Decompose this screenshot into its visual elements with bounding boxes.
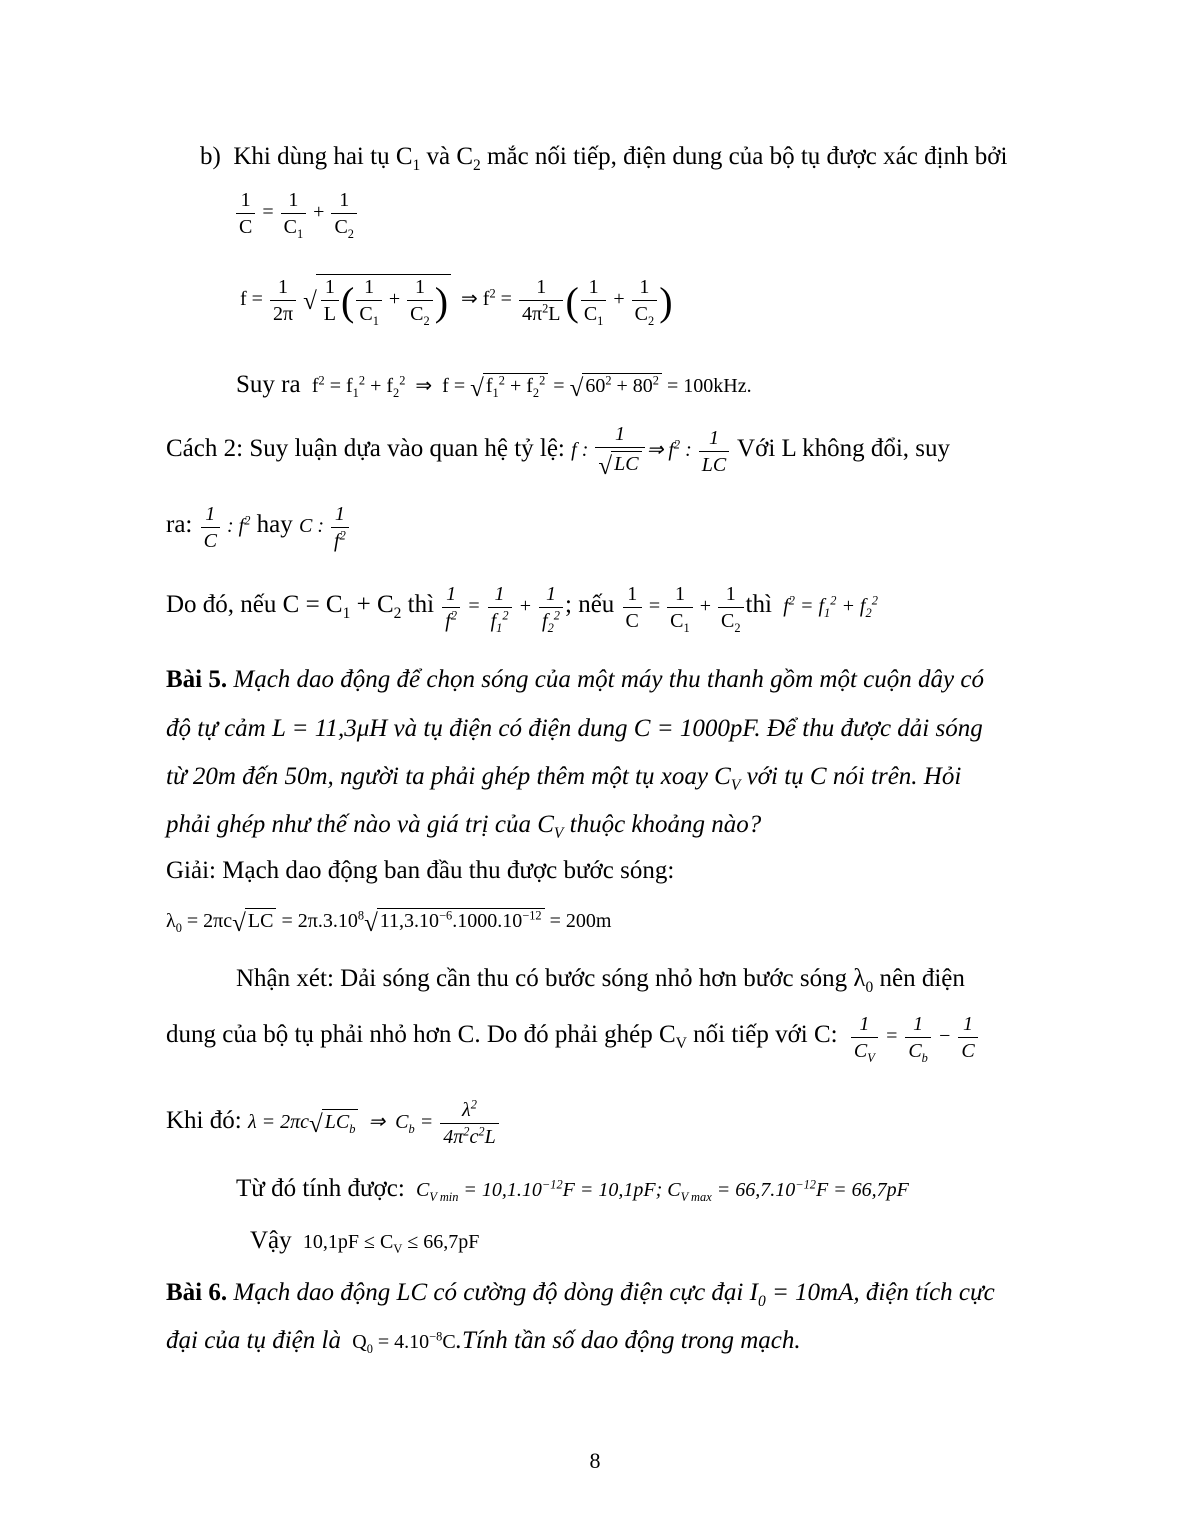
nhan-xet-line: Nhận xét: Dải sóng cần thu có bước sóng nhỏ hơn bước sóng $\lambda_0$ nên điện — [236, 965, 965, 996]
formula-frequency-series: f = $\frac{1}{2\pi}$ √ $\frac{1}{L}$ ( $\frac{1}{C_1}$ + $\frac{1}{C_2}$ ) ⇒ $f^2$ = $\frac{1}{4\pi^2L}$ ( $\frac{1}{C_1}$ + $\frac{1}{C_2}$ ) — [240, 276, 673, 328]
tu-do-line: Từ đó tính được: $C_{V min} = 10,1.10^{-12}F = 10,1pF$; $C_{V max} = 66,7.10^{-12}F = 66,7pF$ — [236, 1175, 909, 1204]
bai5-line2: độ tự cảm L = 11,3μH và tụ điện có điện dung C = 1000pF. Để thu được dải sóng — [166, 715, 983, 742]
bai5-label: Bài 5. — [166, 666, 228, 693]
suy-ra-label: Suy ra — [236, 371, 301, 398]
khi-do-line: Khi đó: λ = 2πc√ $LC_b$ ⇒ $C_b$ = $\frac{\lambda^2}{4\pi^2c^2L}$ — [166, 1100, 501, 1147]
suy-ra-line: Suy ra $f^2 = f_1^2 + f_2^2$ ⇒ f = √ $f_1^2 + f_2^2$ = √ $60^2 + 80^2 = 100kHz$. — [236, 371, 752, 402]
ra-line: ra: $\frac{1}{C}$ : $f^2$ hay C : $\frac{1}{f^2}$ — [166, 504, 351, 551]
cach2-line: Cách 2: Suy luận dựa vào quan hệ tỷ lệ: f : $\frac{1}{√ LC}$ ⇒ $f^2$ : $\frac{1}{LC}$ Với L không đổi, suy — [166, 423, 951, 480]
page-number: 8 — [589, 1448, 601, 1473]
ra-label: ra: — [166, 511, 193, 539]
part-b-label: b) — [200, 143, 221, 170]
bai6-label: Bài 6. — [166, 1279, 228, 1306]
vay-line: Vậy $10,1pF \le C_V \le 66,7pF$ — [250, 1227, 480, 1256]
bai5-line3: từ 20m đến 50m, người ta phải ghép thêm một tụ xoay $C_V$ với tụ C nói trên. Hỏi — [166, 763, 962, 794]
cach2-tail: Với L không đổi, suy — [737, 435, 951, 463]
bai5-line4: phải ghép như thế nào và giá trị của $C_V$ thuộc khoảng nào? — [166, 811, 762, 842]
dung-line: dung của bộ tụ phải nhỏ hơn C. Do đó phải ghép $C_V$ nối tiếp với C: $\frac{1}{C_V}$ = $\frac{1}{C_b}$ − $\frac{1}{C}$ — [166, 1014, 980, 1061]
suy-ra-result: = 100kHz. — [667, 375, 752, 397]
giai-line: Giải: Mạch dao động ban đầu thu được bước sóng: — [166, 857, 675, 884]
hay-label: hay — [256, 511, 293, 539]
bai6-line1: Bài 6. Mạch dao động LC có cường độ dòng điện cực đại $I_0 = 10mA$, điện tích cực — [166, 1279, 995, 1310]
bai6-line2: đại của tụ điện là $Q_0$ = $4.10^{-8}C.Tính$ tần số dao động trong mạch. — [166, 1327, 801, 1356]
part-b-text: Khi dùng hai tụ $C_1$ và $C_2$ mắc nối tiếp, điện dung của bộ tụ được xác định bởi — [233, 143, 1008, 174]
bai5-line1: Bài 5. Mạch dao động để chọn sóng của một máy thu thanh gồm một cuộn dây có — [166, 666, 984, 693]
do-do-line: Do đó, nếu $C = C_1 + C_2$ thì $\frac{1}{f^2}$ = $\frac{1}{f_1^2}$ + $\frac{1}{f_2^2}$ ; nếu $\frac{1}{C}$ = $\frac{1}{C_1}$ + $\frac{1}{C_2}$ thì $f^2 = f_1^2 + f_2^2$ — [166, 583, 878, 635]
formula-lambda0: $\lambda_0 = 2\pi c√$ LC = $2\pi.3.10^8√$ $11,3.10^{-6}.1000.10^{-12} = 200m$ — [166, 908, 612, 937]
cach2-text: Cách 2: Suy luận dựa vào quan hệ tỷ lệ: — [166, 435, 565, 463]
part-b-heading — [200, 143, 1008, 174]
formula-series-capacitance: $\frac{1}{C}$ = $\frac{1}{C_1}$ + $\frac{1}{C_2}$ — [234, 190, 359, 237]
